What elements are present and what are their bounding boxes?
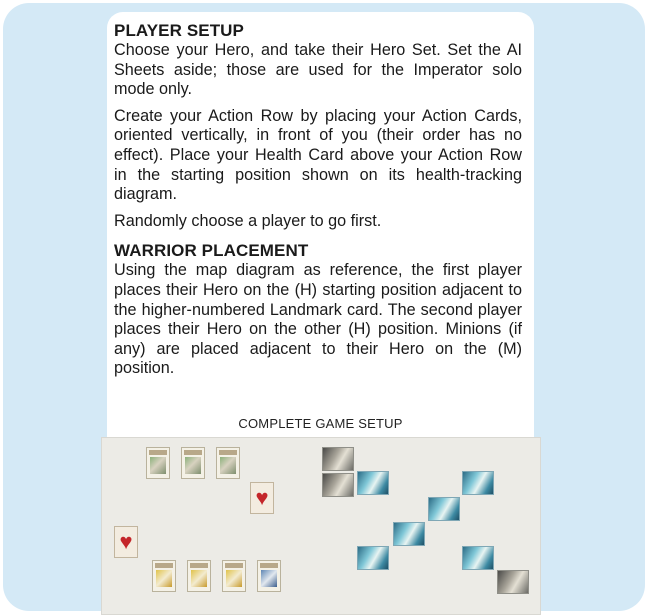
action-card — [257, 560, 281, 592]
action-card — [216, 447, 240, 479]
action-card — [152, 560, 176, 592]
rulebook-text — [114, 20, 522, 386]
paragraph-hero-set: Choose your Hero, and take their Hero Set. Set the AI Sheets aside; those are used for the Imperator solo mode only. — [114, 41, 522, 99]
map-card — [462, 546, 494, 570]
paragraph-placement: Using the map diagram as reference, the first player places their Hero on the (H) starting position adjacent to the higher-numbered Landmark card. The second player places their Hero on the other (H) position. Minions (if any) are placed adjacent to their Hero on the (M) position. — [114, 261, 522, 378]
map-card — [357, 546, 389, 570]
action-card — [146, 447, 170, 479]
map-card — [428, 497, 460, 521]
action-card — [222, 560, 246, 592]
health-card — [250, 482, 274, 514]
heading-warrior-placement: WARRIOR PLACEMENT — [114, 241, 309, 261]
paragraph-action-row: Create your Action Row by placing your Action Cards, oriented vertically, in front of you (their order has no effect). Place your Health Card above your Action Row in the starting position shown on its health-tracking diagram. — [114, 106, 522, 204]
action-card — [181, 447, 205, 479]
map-card — [393, 522, 425, 546]
figure-caption: COMPLETE GAME SETUP — [238, 416, 403, 431]
paragraph-first-player: Randomly choose a player to go first. — [114, 211, 382, 230]
health-card — [114, 526, 138, 558]
hero-card — [497, 570, 529, 594]
action-card — [187, 560, 211, 592]
map-card — [357, 471, 389, 495]
hero-card — [322, 447, 354, 471]
heart-icon: ♥ — [255, 485, 269, 510]
heading-player-setup: PLAYER SETUP — [114, 21, 244, 40]
heart-icon: ♥ — [119, 529, 133, 554]
game-setup-illustration — [101, 437, 541, 615]
minion-card — [322, 473, 354, 497]
map-card — [462, 471, 494, 495]
